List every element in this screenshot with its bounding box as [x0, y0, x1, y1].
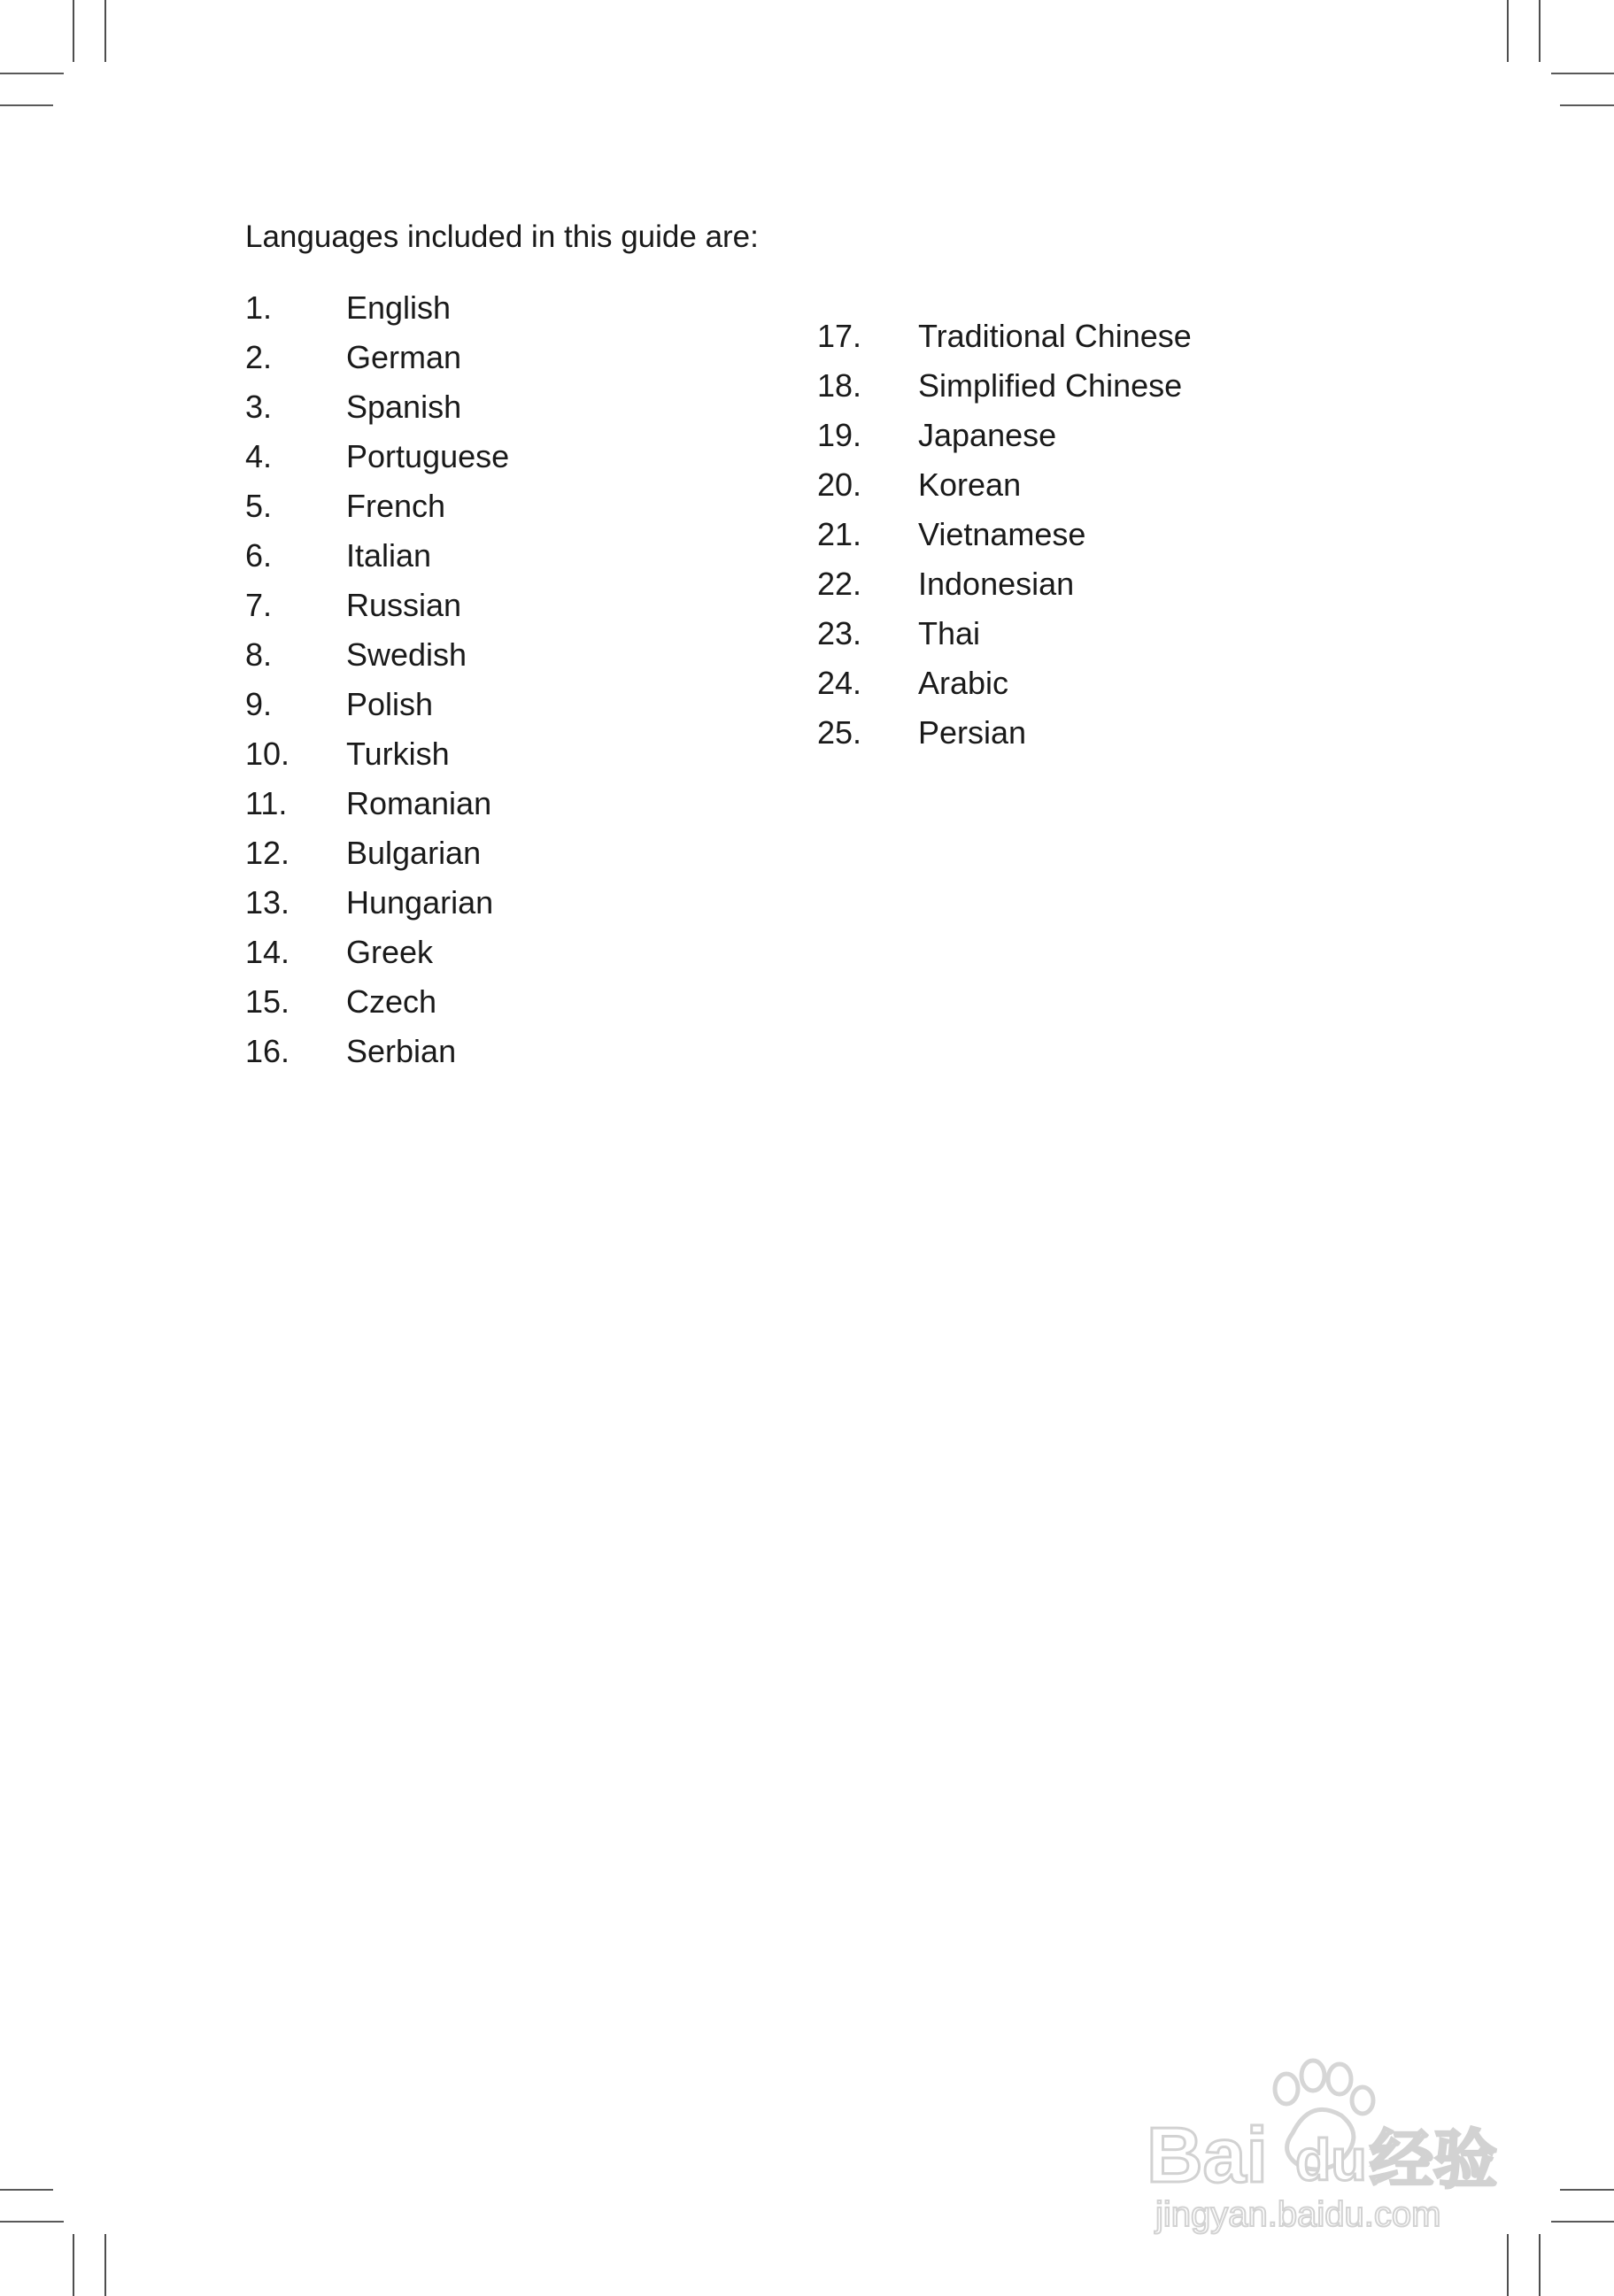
language-item [245, 432, 509, 482]
language-name: Turkish [346, 736, 450, 772]
language-number: 5. [245, 488, 273, 524]
language-name: French [346, 488, 446, 524]
language-number: 17. [817, 318, 862, 354]
language-item [245, 680, 509, 729]
language-name: Polish [346, 686, 434, 722]
language-item [245, 977, 509, 1027]
baidu-watermark [1138, 2049, 1527, 2235]
language-number: 11. [245, 785, 288, 821]
language-name: Traditional Chinese [918, 318, 1192, 354]
language-item [817, 510, 1192, 559]
language-name: Thai [918, 615, 981, 651]
language-list-left [245, 283, 509, 1076]
watermark-brand: Bai [1147, 2111, 1268, 2199]
language-number: 19. [817, 417, 862, 453]
language-item [817, 361, 1192, 411]
language-name: Persian [918, 714, 1027, 751]
language-number: 4. [245, 438, 273, 474]
language-number: 9. [245, 686, 273, 722]
language-name: Korean [918, 466, 1022, 503]
language-item [245, 283, 509, 333]
language-number: 23. [817, 615, 862, 651]
language-name: Swedish [346, 636, 467, 673]
language-item [245, 531, 509, 581]
language-number: 15. [245, 983, 290, 1020]
language-item [817, 460, 1192, 510]
language-name: Simplified Chinese [918, 367, 1183, 404]
language-name: Arabic [918, 665, 1009, 701]
language-name: German [346, 339, 462, 375]
language-number: 2. [245, 339, 273, 375]
language-number: 12. [245, 835, 290, 871]
language-name: Portuguese [346, 438, 510, 474]
language-name: Romanian [346, 785, 492, 821]
language-number: 21. [817, 516, 862, 552]
language-number: 1. [245, 289, 273, 326]
language-number: 18. [817, 367, 862, 404]
language-item [245, 1027, 509, 1076]
language-number: 8. [245, 636, 273, 673]
intro-text: Languages included in this guide are: [245, 220, 759, 254]
language-item [245, 581, 509, 630]
language-item [245, 482, 509, 531]
watermark-brand-du: du [1295, 2127, 1367, 2192]
language-item [817, 609, 1192, 659]
language-item [245, 878, 509, 928]
language-name: Russian [346, 587, 462, 623]
language-number: 6. [245, 537, 273, 574]
language-number: 14. [245, 934, 290, 970]
language-name: Vietnamese [918, 516, 1086, 552]
watermark-brand-cn: 经验 [1370, 2125, 1498, 2196]
language-number: 3. [245, 389, 273, 425]
language-name: Indonesian [918, 566, 1075, 602]
language-number: 22. [817, 566, 862, 602]
language-item [245, 779, 509, 828]
language-item [245, 828, 509, 878]
language-item [245, 333, 509, 382]
language-item [245, 630, 509, 680]
language-name: Spanish [346, 389, 462, 425]
language-number: 13. [245, 884, 290, 921]
language-number: 10. [245, 736, 290, 772]
watermark-url: jingyan.baidu.com [1155, 2195, 1441, 2234]
language-name: Hungarian [346, 884, 494, 921]
language-item [245, 928, 509, 977]
language-item [817, 312, 1192, 361]
language-name: Greek [346, 934, 434, 970]
language-item [817, 559, 1192, 609]
language-number: 20. [817, 466, 862, 503]
language-item [817, 411, 1192, 460]
language-number: 7. [245, 587, 273, 623]
language-name: Czech [346, 983, 437, 1020]
language-item [817, 708, 1192, 758]
language-list-right [817, 312, 1192, 758]
language-name: Bulgarian [346, 835, 482, 871]
language-name: Italian [346, 537, 432, 574]
language-number: 24. [817, 665, 862, 701]
language-number: 25. [817, 714, 862, 751]
language-item [245, 729, 509, 779]
language-item [817, 659, 1192, 708]
language-item [245, 382, 509, 432]
language-name: Serbian [346, 1033, 457, 1069]
language-number: 16. [245, 1033, 290, 1069]
language-name: English [346, 289, 452, 326]
language-name: Japanese [918, 417, 1057, 453]
